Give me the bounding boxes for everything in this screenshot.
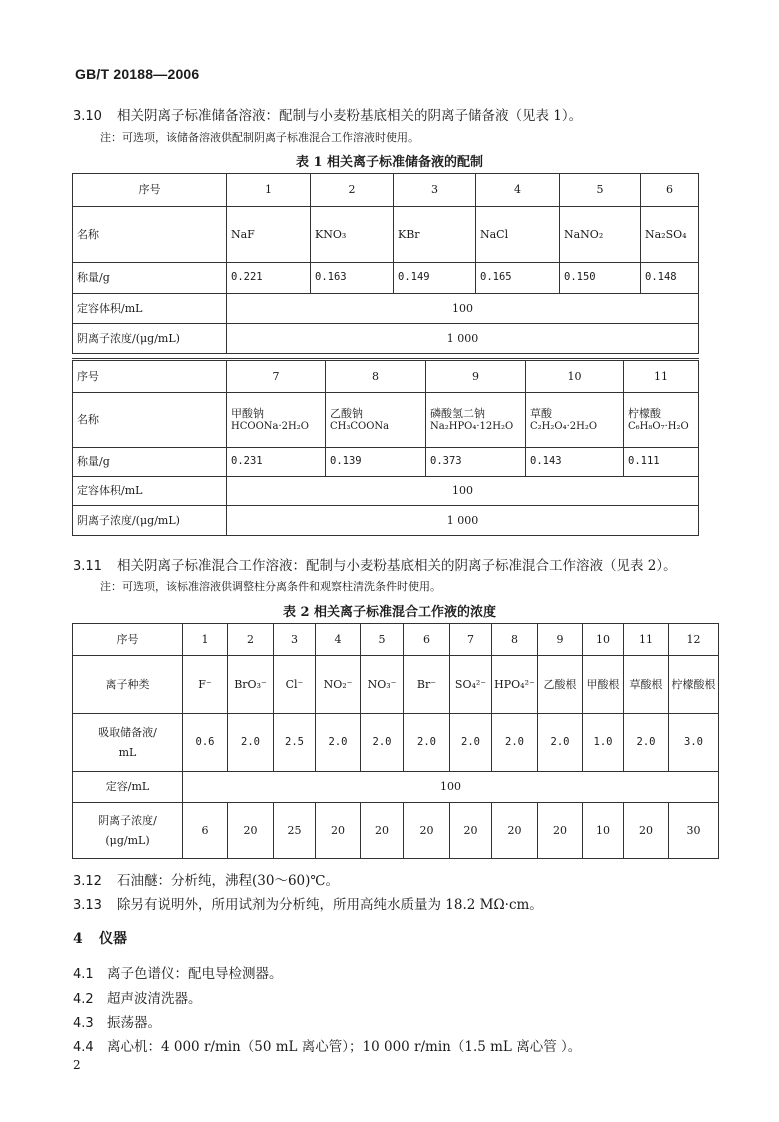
compound-name: KNO₃ [311, 207, 394, 263]
seq-cell: 10 [526, 360, 624, 393]
ion-cell: 柠檬酸根 [669, 656, 719, 714]
clause-4-1 [73, 962, 283, 982]
seq-cell: 8 [326, 360, 426, 393]
mass-cell: 0.163 [311, 263, 394, 294]
seq-cell: 3 [394, 174, 476, 207]
compound-name: 磷酸氢二钠 [430, 406, 485, 420]
clause-4-4 [73, 1035, 581, 1055]
seq-cell: 4 [316, 624, 361, 656]
seq-cell: 2 [311, 174, 394, 207]
clause-number: 3.11 [73, 559, 102, 574]
table1b-name-row [73, 393, 699, 448]
section-number: 4 [73, 931, 83, 947]
row-label-seq: 序号 [73, 174, 227, 207]
mass-cell: 0.148 [641, 263, 699, 294]
draw-cell: 1.0 [583, 714, 624, 772]
ion-cell: Br⁻ [404, 656, 450, 714]
seq-cell: 5 [560, 174, 641, 207]
compound-formula: C₂H₂O₄·2H₂O [530, 420, 598, 432]
draw-cell: 2.0 [538, 714, 583, 772]
mass-cell: 0.149 [394, 263, 476, 294]
compound-cell [426, 393, 526, 448]
seq-cell: 7 [227, 360, 326, 393]
table2-ion-row [73, 656, 719, 714]
table1b-volume-row [73, 477, 699, 506]
seq-cell: 9 [426, 360, 526, 393]
seq-cell: 9 [538, 624, 583, 656]
compound-name: 柠檬酸 [628, 406, 661, 420]
clause-3-11 [73, 554, 677, 574]
compound-formula: HCOONa·2H₂O [231, 420, 309, 432]
seq-cell: 5 [361, 624, 404, 656]
compound-name: Na₂SO₄ [641, 207, 699, 263]
conc-cell: 6 [183, 803, 228, 859]
seq-cell: 3 [274, 624, 316, 656]
conc-value: 1 000 [227, 324, 699, 354]
compound-cell [227, 393, 326, 448]
ion-cell: NO₂⁻ [316, 656, 361, 714]
ion-cell: 乙酸根 [538, 656, 583, 714]
mass-cell: 0.221 [227, 263, 311, 294]
ion-cell: Cl⁻ [274, 656, 316, 714]
note-1: 注：可选项，该储备溶液供配制阴离子标准混合工作溶液时使用。 [100, 131, 419, 144]
compound-formula: Na₂HPO₄·12H₂O [430, 420, 514, 432]
clause-3-10 [73, 104, 582, 124]
table1b-mass-row [73, 448, 699, 477]
clause-text: 离子色谱仪：配电导检测器。 [107, 966, 283, 982]
clause-number: 3.10 [73, 109, 102, 124]
draw-cell: 2.0 [404, 714, 450, 772]
compound-name: 草酸 [530, 406, 552, 420]
draw-cell: 2.0 [492, 714, 538, 772]
draw-cell: 2.0 [361, 714, 404, 772]
table2-conc-row [73, 803, 719, 859]
table2-draw-row [73, 714, 719, 772]
row-label-draw-line1: 吸取储备液/ [98, 725, 157, 739]
clause-text: 离心机：4 000 r/min（50 mL 离心管）；10 000 r/min（1.5 mL 离心管 ）。 [107, 1039, 582, 1055]
table2-vol-row [73, 772, 719, 803]
clause-text: 除另有说明外，所用试剂为分析纯，所用高纯水质量为 18.2 MΩ·cm。 [117, 897, 543, 913]
table1b-seq-row [73, 360, 699, 393]
seq-cell: 10 [583, 624, 624, 656]
clause-number: 4.1 [73, 967, 94, 982]
clause-4-2 [73, 987, 202, 1007]
table-2 [72, 623, 719, 859]
compound-name: 甲酸钠 [231, 406, 264, 420]
conc-cell: 20 [624, 803, 669, 859]
ion-cell: F⁻ [183, 656, 228, 714]
draw-cell: 2.5 [274, 714, 316, 772]
ion-cell: NO₃⁻ [361, 656, 404, 714]
row-label-conc-line2: (μg/mL) [105, 833, 150, 847]
compound-formula: C₆H₈O₇·H₂O [628, 420, 689, 432]
seq-cell: 12 [669, 624, 719, 656]
note-2: 注：可选项，该标准溶液供调整柱分离条件和观察柱清洗条件时使用。 [100, 580, 441, 593]
conc-cell: 10 [583, 803, 624, 859]
row-label-mass: 称量/g [73, 448, 227, 477]
mass-cell: 0.143 [526, 448, 624, 477]
clause-text: 相关阴离子标准混合工作溶液：配制与小麦粉基底相关的阴离子标准混合工作溶液（见表 2）。 [117, 558, 677, 574]
draw-cell: 2.0 [624, 714, 669, 772]
seq-cell: 6 [404, 624, 450, 656]
table1-conc-row [73, 324, 699, 354]
volume-value: 100 [227, 294, 699, 324]
draw-cell: 2.0 [450, 714, 492, 772]
conc-cell: 25 [274, 803, 316, 859]
row-label-mass: 称量/g [73, 263, 227, 294]
ion-cell: BrO₃⁻ [228, 656, 274, 714]
row-label-conc-line1: 阴离子浓度/ [98, 813, 157, 827]
row-label-volume: 定容体积/mL [73, 477, 227, 506]
row-label-conc: 阴离子浓度/(μg/mL) [73, 324, 227, 354]
row-label-conc: 阴离子浓度/(μg/mL) [73, 506, 227, 536]
clause-number: 4.3 [73, 1016, 94, 1031]
table1b-conc-row [73, 506, 699, 536]
conc-value: 1 000 [227, 506, 699, 536]
seq-cell: 7 [450, 624, 492, 656]
clause-number: 4.4 [73, 1040, 94, 1055]
ion-cell: 甲酸根 [583, 656, 624, 714]
compound-formula: CH₃COONa [330, 420, 390, 432]
table-1-title: 表 1 相关离子标准储备液的配制 [295, 155, 484, 170]
table-1-part-2 [72, 358, 699, 536]
ion-cell: 草酸根 [624, 656, 669, 714]
clause-text: 振荡器。 [107, 1015, 161, 1031]
compound-name: KBr [394, 207, 476, 263]
conc-cell: 20 [492, 803, 538, 859]
seq-cell: 11 [624, 624, 669, 656]
seq-cell: 8 [492, 624, 538, 656]
row-label-draw [73, 714, 183, 772]
conc-cell: 20 [404, 803, 450, 859]
row-label-draw-line2: mL [118, 745, 137, 759]
conc-cell: 20 [450, 803, 492, 859]
compound-name: NaNO₂ [560, 207, 641, 263]
table1-volume-row [73, 294, 699, 324]
table-1 [72, 173, 699, 354]
ion-cell: HPO₄²⁻ [492, 656, 538, 714]
section-title: 仪器 [99, 931, 127, 947]
clause-3-13 [73, 893, 543, 913]
draw-cell: 0.6 [183, 714, 228, 772]
compound-cell [526, 393, 624, 448]
seq-cell: 1 [183, 624, 228, 656]
seq-cell: 1 [227, 174, 311, 207]
clause-3-12 [73, 869, 339, 889]
row-label-vol: 定容/mL [73, 772, 183, 803]
clause-number: 3.12 [73, 874, 102, 889]
compound-cell [624, 393, 699, 448]
clause-number: 3.13 [73, 898, 102, 913]
draw-cell: 2.0 [316, 714, 361, 772]
conc-cell: 20 [316, 803, 361, 859]
table1-mass-row [73, 263, 699, 294]
draw-cell: 3.0 [669, 714, 719, 772]
vol-value: 100 [183, 772, 719, 803]
seq-cell: 2 [228, 624, 274, 656]
clause-text: 石油醚：分析纯，沸程(30～60)℃。 [117, 873, 339, 889]
mass-cell: 0.231 [227, 448, 326, 477]
mass-cell: 0.373 [426, 448, 526, 477]
conc-cell: 20 [228, 803, 274, 859]
row-label-name: 名称 [73, 393, 227, 448]
conc-cell: 30 [669, 803, 719, 859]
row-label-seq: 序号 [73, 624, 183, 656]
table-2-title: 表 2 相关离子标准混合工作液的浓度 [282, 605, 497, 620]
table1-name-row [73, 207, 699, 263]
mass-cell: 0.139 [326, 448, 426, 477]
row-label-ion: 离子种类 [73, 656, 183, 714]
compound-cell [326, 393, 426, 448]
mass-cell: 0.165 [476, 263, 560, 294]
ion-cell: SO₄²⁻ [450, 656, 492, 714]
seq-cell: 6 [641, 174, 699, 207]
section-4-heading [73, 928, 127, 948]
standard-header: GB/T 20188—2006 [75, 66, 200, 82]
draw-cell: 2.0 [228, 714, 274, 772]
row-label-volume: 定容体积/mL [73, 294, 227, 324]
clause-text: 超声波清洗器。 [107, 991, 202, 1007]
mass-cell: 0.150 [560, 263, 641, 294]
clause-text: 相关阴离子标准储备溶液：配制与小麦粉基底相关的阴离子储备液（见表 1）。 [117, 108, 583, 124]
compound-name: NaF [227, 207, 311, 263]
clause-number: 4.2 [73, 992, 94, 1007]
page-number: 2 [73, 1058, 81, 1072]
table1-seq-row [73, 174, 699, 207]
seq-cell: 4 [476, 174, 560, 207]
table2-seq-row [73, 624, 719, 656]
seq-cell: 11 [624, 360, 699, 393]
row-label-conc [73, 803, 183, 859]
volume-value: 100 [227, 477, 699, 506]
row-label-name: 名称 [73, 207, 227, 263]
clause-4-3 [73, 1011, 161, 1031]
conc-cell: 20 [361, 803, 404, 859]
row-label-seq: 序号 [73, 360, 227, 393]
compound-name: 乙酸钠 [330, 406, 363, 420]
conc-cell: 20 [538, 803, 583, 859]
mass-cell: 0.111 [624, 448, 699, 477]
compound-name: NaCl [476, 207, 560, 263]
